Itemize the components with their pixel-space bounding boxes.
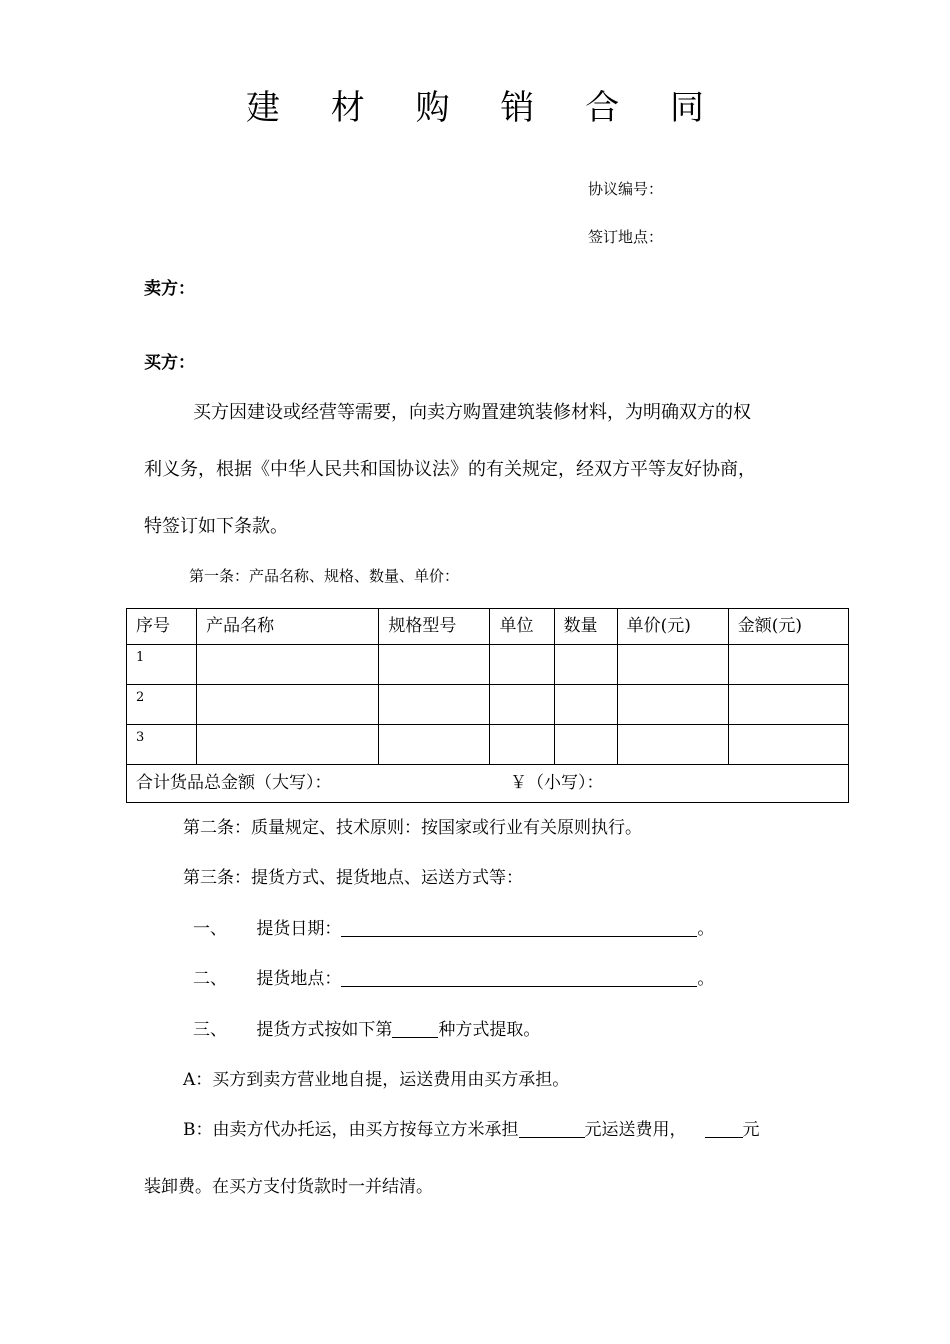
- header-cell: 金额(元): [728, 609, 848, 645]
- table-row: [127, 685, 849, 725]
- row-number: 2: [127, 685, 197, 725]
- item-number: 一、: [193, 919, 227, 939]
- table-cell: [197, 645, 379, 685]
- option-b-line-1: [183, 1115, 760, 1140]
- table-cell: [197, 685, 379, 725]
- option-b-line-2: 装卸费。在买方支付货款时一并结清。: [144, 1177, 433, 1197]
- table-cell: [379, 645, 490, 685]
- pickup-place-line: [193, 964, 714, 989]
- table-cell: [617, 645, 728, 685]
- item-number: 三、: [193, 1020, 227, 1040]
- pickup-method-label: 提货方式按如下第: [256, 1020, 393, 1040]
- header-cell: 规格型号: [379, 609, 490, 645]
- article-3-heading: 第三条：提货方式、提货地点、运送方式等：: [183, 868, 523, 888]
- article-2: 第二条：质量规定、技术原则：按国家或行业有关原则执行。: [183, 818, 642, 838]
- table-cell: [490, 725, 554, 765]
- table-cell: [490, 685, 554, 725]
- total-amount-lower-label: ￥（小写）：: [510, 773, 604, 793]
- option-b-middle: 元运送费用，: [584, 1120, 687, 1140]
- option-b-prefix: B：由卖方代办托运，由买方按每立方米承担: [183, 1120, 519, 1140]
- item-number: 二、: [193, 969, 227, 989]
- intro-line-2: 利义务，根据《中华人民共和国协议法》的有关规定，经双方平等友好协商，: [144, 459, 756, 480]
- table-cell: [554, 685, 617, 725]
- pickup-place-blank[interactable]: [341, 968, 697, 987]
- header-cell: 单位: [490, 609, 554, 645]
- total-amount-upper-label: 合计货品总金额（大写）：: [136, 773, 332, 793]
- pickup-date-line: [193, 914, 714, 939]
- table-cell: [554, 645, 617, 685]
- pickup-place-label: 提货地点：: [256, 969, 342, 989]
- pickup-method-suffix: 种方式提取。: [438, 1020, 541, 1040]
- table-cell: [197, 725, 379, 765]
- goods-table: [126, 608, 849, 803]
- period: 。: [697, 969, 715, 989]
- row-number: 1: [127, 645, 197, 685]
- buyer-label: 买方：: [144, 353, 195, 373]
- header-cell: 单价(元): [617, 609, 728, 645]
- intro-line-3: 特签订如下条款。: [144, 516, 288, 537]
- pickup-date-label: 提货日期：: [256, 919, 342, 939]
- pickup-method-line: [193, 1015, 540, 1040]
- table-cell: [617, 725, 728, 765]
- seller-label: 卖方：: [144, 279, 195, 299]
- option-a: A：买方到卖方营业地自提，运送费用由买方承担。: [183, 1070, 570, 1090]
- agreement-number-label: 协议编号：: [588, 180, 664, 198]
- signing-place-label: 签订地点：: [588, 228, 664, 246]
- table-cell: [728, 645, 848, 685]
- table-cell: [379, 725, 490, 765]
- page-title: 建 材 购 销 合 同: [245, 88, 725, 128]
- freight-rate-blank[interactable]: [519, 1119, 585, 1138]
- table-cell: [728, 725, 848, 765]
- table-cell: [490, 645, 554, 685]
- table-cell: [379, 685, 490, 725]
- table-cell: [617, 685, 728, 725]
- table-row: [127, 725, 849, 765]
- header-cell: 序号: [127, 609, 197, 645]
- table-cell: [728, 685, 848, 725]
- handling-fee-blank[interactable]: [705, 1119, 743, 1138]
- option-b-end: 元: [742, 1120, 760, 1140]
- header-cell: 数量: [554, 609, 617, 645]
- period: 。: [697, 919, 715, 939]
- table-header-row: [127, 609, 849, 645]
- pickup-method-blank[interactable]: [392, 1019, 438, 1038]
- header-cell: 产品名称: [197, 609, 379, 645]
- table-row: [127, 645, 849, 685]
- article-1-heading: 第一条：产品名称、规格、数量、单价：: [189, 567, 460, 585]
- row-number: 3: [127, 725, 197, 765]
- table-cell: [554, 725, 617, 765]
- pickup-date-blank[interactable]: [341, 918, 697, 937]
- total-cell: [127, 765, 849, 803]
- table-total-row: [127, 765, 849, 803]
- intro-line-1: 买方因建设或经营等需要，向卖方购置建筑装修材料，为明确双方的权: [193, 402, 751, 423]
